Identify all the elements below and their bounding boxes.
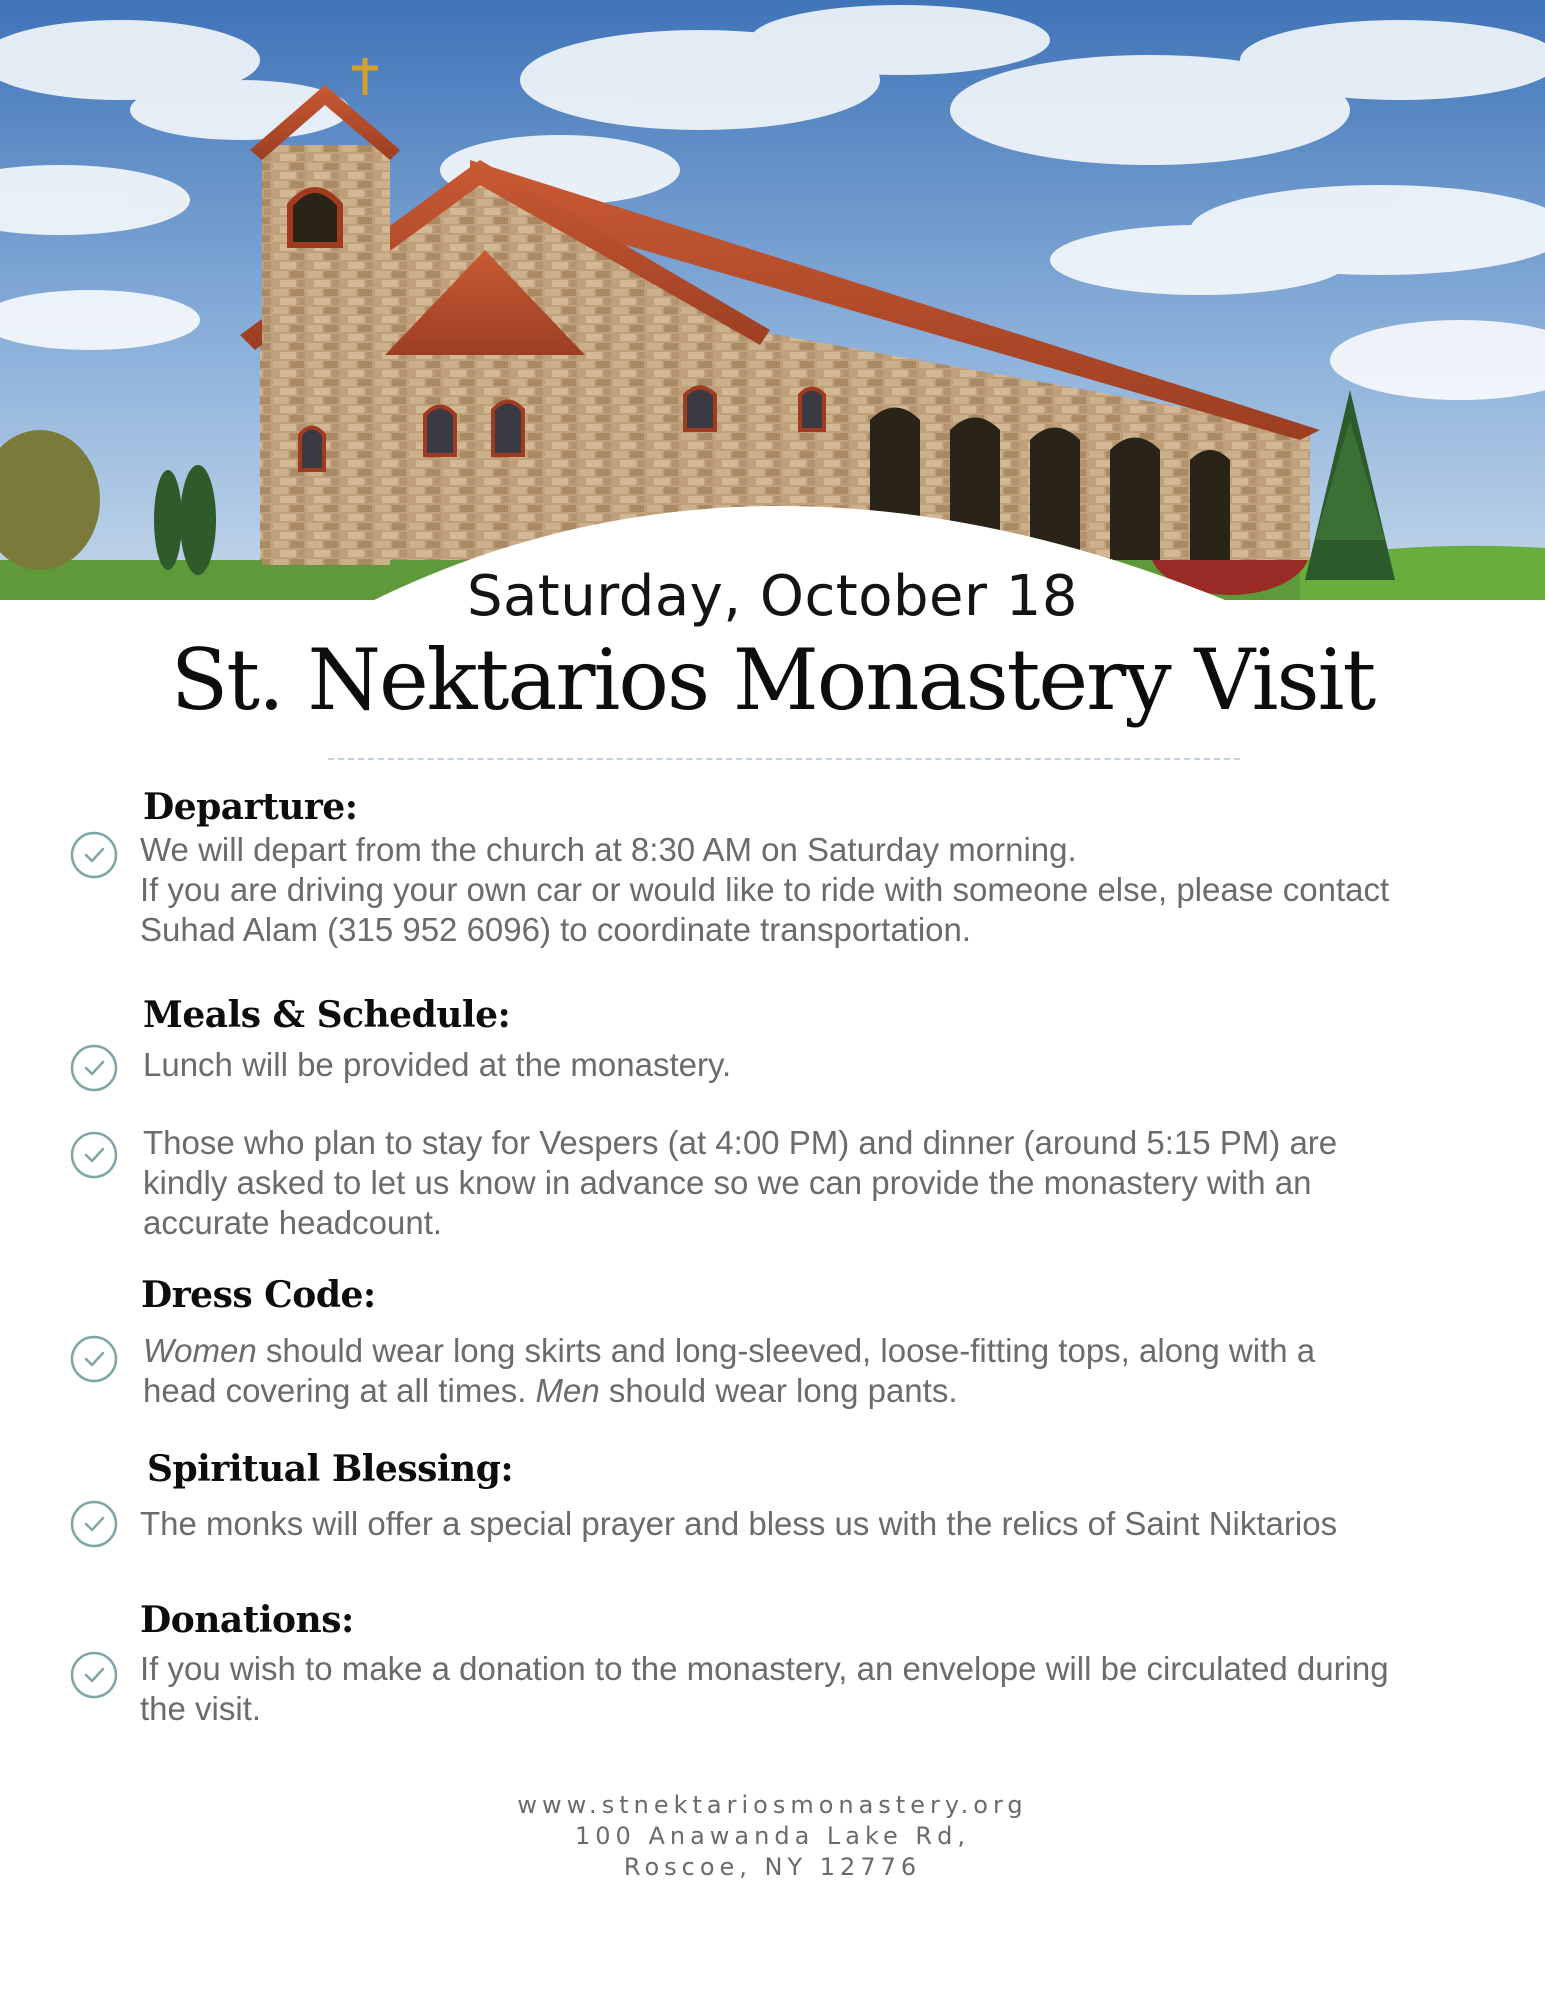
departure-heading: Departure: — [143, 786, 358, 828]
monastery-illustration — [0, 0, 1545, 602]
footer-address-line-2: Roscoe, NY 12776 — [623, 1853, 922, 1881]
departure-text — [140, 830, 1520, 950]
meals-item-2 — [143, 1123, 1523, 1243]
check-circle-icon — [70, 1500, 118, 1548]
dress-line-1 — [143, 1331, 1523, 1371]
dress-line-1-rest: should wear long skirts and long-sleeved, loose-fitting tops, along with a — [256, 1332, 1316, 1369]
dress-line-2-rest: should wear long pants. — [599, 1372, 958, 1409]
check-circle-icon — [70, 1131, 118, 1179]
hero-image — [0, 0, 1545, 602]
departure-line-2: If you are driving your own car or would like to ride with someone else, please contact — [140, 871, 1390, 908]
dress-women: Women — [143, 1332, 257, 1369]
dress-heading: Dress Code: — [141, 1274, 376, 1316]
blessing-text: The monks will offer a special prayer and bless us with the relics of Saint Niktarios — [140, 1505, 1338, 1542]
meals-item-2-line-2: kindly asked to let us know in advance so we can provide the monastery with an — [143, 1164, 1312, 1201]
check-circle-icon — [70, 831, 118, 879]
dress-men: Men — [535, 1372, 600, 1409]
donations-line-1: If you wish to make a donation to the monastery, an envelope will be circulated during — [140, 1650, 1389, 1687]
dress-text — [143, 1331, 1523, 1411]
blessing-heading: Spiritual Blessing: — [147, 1448, 514, 1490]
meals-item-1: Lunch will be provided at the monastery. — [143, 1046, 732, 1083]
footer-address-line-1: 100 Anawanda Lake Rd, — [575, 1822, 970, 1850]
check-circle-icon — [70, 1651, 118, 1699]
check-circle-icon — [70, 1044, 118, 1092]
meals-item-2-line-1: Those who plan to stay for Vespers (at 4:00 PM) and dinner (around 5:15 PM) are — [143, 1124, 1338, 1161]
event-date: Saturday, October 18 — [466, 564, 1079, 629]
meals-item-2-line-3: accurate headcount. — [143, 1204, 443, 1241]
event-title: St. Nektarios Monastery Visit — [170, 631, 1375, 729]
donations-text — [140, 1649, 1530, 1729]
departure-line-3: Suhad Alam (315 952 6096) to coordinate transportation. — [140, 911, 972, 948]
donations-line-2: the visit. — [140, 1690, 262, 1727]
donations-heading: Donations: — [140, 1599, 354, 1641]
dress-line-2-start: head covering at all times. — [143, 1372, 536, 1409]
dashed-divider — [328, 758, 1240, 760]
dress-line-2 — [143, 1371, 1523, 1411]
check-circle-icon — [70, 1335, 118, 1383]
departure-line-1: We will depart from the church at 8:30 AM on Saturday morning. — [140, 831, 1077, 868]
meals-heading: Meals & Schedule: — [143, 994, 511, 1036]
footer-website: www.stnektariosmonastery.org — [517, 1791, 1028, 1819]
